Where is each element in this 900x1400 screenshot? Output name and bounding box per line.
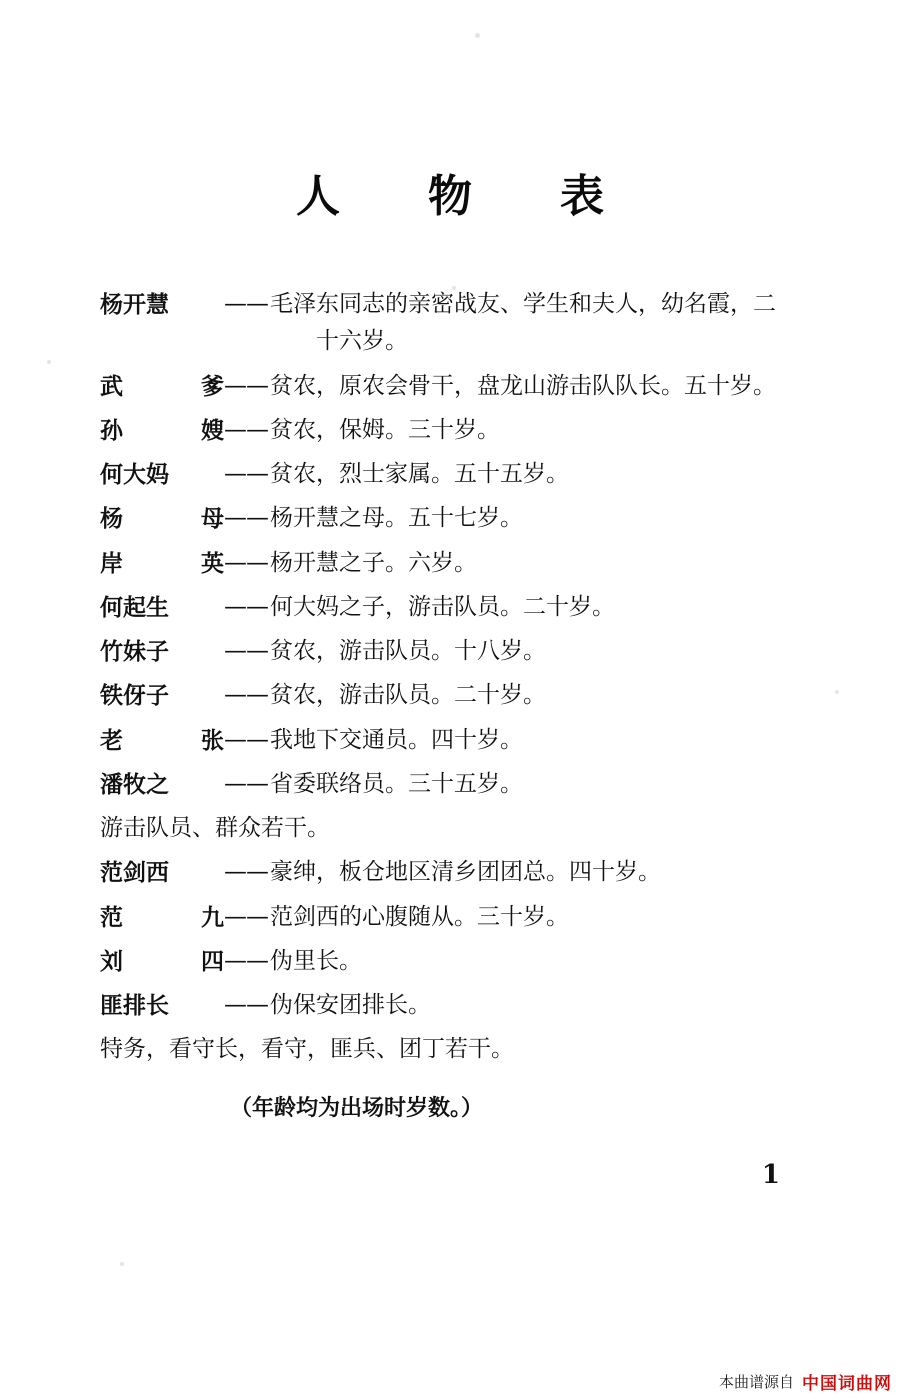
extras-line-2: 特务，看守长，看守，匪兵、团丁若干。: [100, 1036, 514, 1063]
cast-row: [100, 412, 830, 449]
footer-watermark: [719, 1369, 892, 1394]
cast-name: 铁伢子: [100, 682, 169, 710]
cast-name: 范 九: [100, 903, 224, 931]
cast-row: [100, 545, 830, 582]
cast-dash: ——: [224, 593, 268, 620]
cast-dash: ——: [224, 859, 268, 886]
footer-source-label: 本曲谱源自: [718, 1373, 794, 1391]
cast-description: 杨开慧之母。五十七岁。: [270, 505, 523, 532]
cast-name: 武 爹: [100, 372, 224, 400]
cast-dash: ——: [224, 903, 268, 930]
cast-name: 刘 四: [100, 947, 224, 975]
cast-dash: ——: [224, 682, 268, 709]
cast-row: [100, 500, 830, 537]
extras-line-1: 游击队员、群众若干。: [100, 815, 330, 841]
cast-description: 杨开慧之子。六岁。: [270, 549, 477, 576]
cast-description: 贫农，烈士家属。五十五岁。: [270, 461, 569, 487]
cast-row: [100, 943, 830, 980]
scan-speck: [835, 690, 839, 694]
cast-description: 何大妈之子，游击队员。二十岁。: [270, 593, 615, 620]
cast-row: [100, 368, 830, 405]
cast-row: [100, 899, 830, 936]
cast-description: 豪绅，板仓地区清乡团团总。四十岁。: [270, 859, 661, 886]
cast-dash: ——: [224, 416, 268, 443]
cast-name: 匪排长: [100, 992, 169, 1019]
cast-description: 我地下交通员。四十岁。: [270, 726, 523, 753]
cast-dash: ——: [224, 461, 268, 487]
cast-description: 贫农，原农会骨干，盘龙山游击队队长。五十岁。: [270, 372, 776, 399]
age-note: （年龄均为出场时岁数。）: [230, 1094, 484, 1121]
cast-dash: ——: [224, 770, 268, 797]
cast-row: [100, 677, 830, 714]
cast-description: [270, 286, 830, 361]
cast-name: 何大妈: [100, 461, 169, 488]
cast-description-line2: 十六岁。: [316, 328, 408, 355]
cast-dash: ——: [224, 947, 268, 974]
cast-row: [100, 987, 830, 1024]
cast-name: 杨开慧: [100, 291, 169, 318]
cast-row: [100, 286, 830, 361]
cast-row: [100, 722, 830, 759]
page-title: 人 物 表: [296, 171, 626, 222]
cast-description: 贫农，游击队员。十八岁。: [270, 638, 546, 664]
cast-description: 范剑西的心腹随从。三十岁。: [270, 903, 569, 930]
cast-row: [100, 589, 830, 626]
scan-speck: [475, 33, 480, 38]
cast-dash: ——: [224, 549, 268, 576]
cast-dash: ——: [224, 291, 268, 317]
cast-name: 孙 嫂: [100, 416, 224, 444]
cast-row: [100, 854, 830, 891]
cast-name: 范剑西: [100, 859, 169, 887]
cast-name: 杨 母: [100, 505, 224, 533]
page-number: 1: [761, 1160, 780, 1190]
cast-description: 贫农，保姆。三十岁。: [270, 416, 500, 443]
scan-speck: [120, 1262, 124, 1266]
cast-dash: ——: [224, 638, 268, 664]
cast-name: 竹妹子: [100, 638, 169, 665]
cast-dash: ——: [224, 372, 268, 399]
cast-name: 何起生: [100, 593, 169, 621]
cast-description: 伪里长。: [270, 947, 362, 974]
cast-dash: ——: [224, 992, 268, 1018]
cast-name: 潘牧之: [100, 770, 169, 798]
cast-dash: ——: [224, 505, 268, 532]
cast-name: 老 张: [100, 726, 224, 754]
cast-name: 岸 英: [100, 549, 224, 577]
cast-row: [100, 633, 830, 670]
cast-description: 伪保安团排长。: [270, 992, 431, 1018]
cast-row: [100, 456, 830, 493]
cast-description: 贫农，游击队员。二十岁。: [270, 682, 546, 709]
cast-dash: ——: [224, 726, 268, 753]
cast-description-line1: 毛泽东同志的亲密战友、学生和夫人，幼名霞，二: [270, 291, 776, 317]
footer-brand: 中国词曲网: [802, 1374, 892, 1394]
cast-list: [100, 286, 830, 1122]
cast-row: [100, 766, 830, 803]
scan-speck: [47, 360, 51, 364]
cast-description: 省委联络员。三十五岁。: [270, 770, 523, 797]
